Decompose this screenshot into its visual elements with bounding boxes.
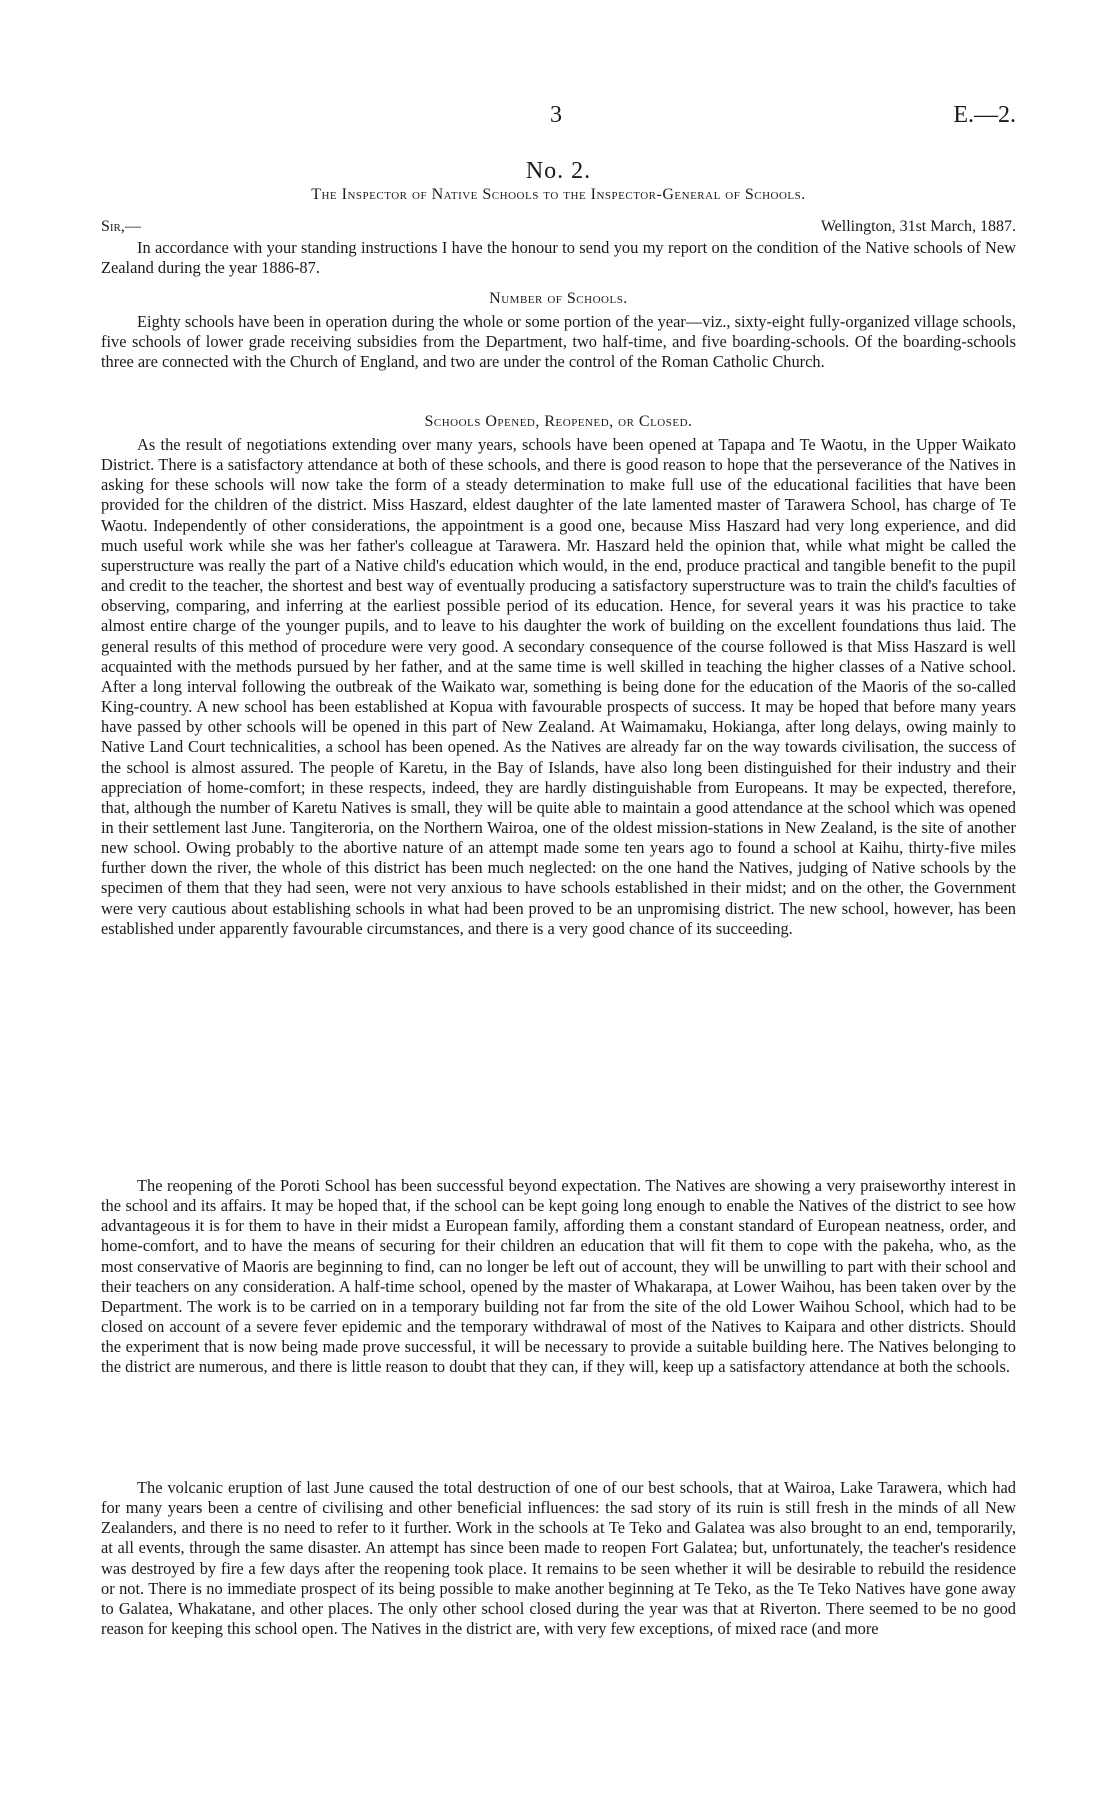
opened-paragraph-2: The reopening of the Poroti School has been successful beyond expectation. The Natives are showing a very praiseworthy interest in the school and its affairs. It may be hoped that, if the school can be kept going long enough to enable the Natives of the district to see how advantageous it is for them to have in their midst a European family, affording them a constant standard of European neatness, order, and home-comfort, and to have the means of securing for their children an education that will fit them to cope with the pakeha, who, as the most conservative of Maoris are beginning to find, can no longer be left out of account, they will be unwilling to part with their school and their teachers on any consideration. A half-time school, opened by the master of Whakarapa, at Lower Waihou, has been taken over by the Department. The work is to be carried on in a temporary building not far from the site of the old Lower Waihou School, which had to be closed on account of a severe fever epidemic and the temporary withdrawal of most of the Natives to Kaipara and other districts. Should the experiment that is now being made prove successful, it will be necessary to provide a suitable building here. The Natives belonging to the district are numerous, and there is little reason to doubt that they can, if they will, keep up a satisfactory attendance at both the schools. (101, 1176, 1016, 1377)
intro-paragraph: In accordance with your standing instructions I have the honour to send you my report on the condition of the Native schools of New Zealand during the year 1886-87. (101, 238, 1016, 278)
running-header (101, 102, 1016, 132)
page-number: 3 (550, 102, 562, 128)
dateline: Wellington, 31st March, 1887. (820, 218, 1016, 235)
section-heading-opened: Schools Opened, Reopened, or Closed. (424, 413, 693, 430)
number-paragraph: Eighty schools have been in operation during the whole or some portion of the year—viz., sixty-eight fully-organized village schools, five schools of lower grade receiving subsidies from the Department, two half-time, and five boarding-schools. Of the boarding-schools three are connected with the Church of England, and two are under the control of the Roman Catholic Church. (101, 312, 1016, 372)
document-reference: E.—2. (953, 102, 1016, 128)
salutation: Sir,— (101, 218, 141, 235)
opened-paragraph-3: The volcanic eruption of last June caused the total destruction of one of our best schools, that at Wairoa, Lake Tarawera, which had for many years been a centre of civilising and other beneficial influences: the sad story of its ruin is still fresh in the minds of all New Zealanders, and there is no need to refer to it further. Work in the schools at Te Teko and Galatea was also brought to an end, temporarily, at all events, through the same disaster. An attempt has since been made to reopen Fort Galatea; but, unfortunately, the teacher's residence was destroyed by fire a few days after the reopening took place. It remains to be seen whether it will be desirable to rebuild the residence or not. There is no immediate prospect of its being possible to make another beginning at Te Teko, as the Te Teko Natives have gone away to Galatea, Whakatane, and other places. The only other school closed during the year was that at Riverton. There seemed to be no good reason for keeping this school open. The Natives in the district are, with very few exceptions, of mixed race (and more (101, 1478, 1016, 1639)
section-heading-number: Number of Schools. (489, 290, 628, 307)
letter-number: No. 2. (525, 158, 592, 184)
letter-title: The Inspector of Native Schools to the Inspector-General of Schools. (311, 186, 806, 203)
opened-paragraph-1: As the result of negotiations extending over many years, schools have been opened at Tapapa and Te Waotu, in the Upper Waikato District. There is a satisfactory attendance at both of these schools, and there is good reason to hope that the perseverance of the Natives in asking for these schools will now take the form of a steady determination to make full use of the educational facilities that have been provided for the children of the district. Miss Haszard, eldest daughter of the late lamented master of Tarawera School, has charge of Te Waotu. Independently of other considerations, the appointment is a good one, because Miss Haszard had very long experience, and did much useful work while she was her father's colleague at Tarawera. Mr. Haszard held the opinion that, while what might be called the superstructure was really the part of a Native child's education which would, in the end, produce practical and tangible benefit to the pupil and credit to the teacher, the shortest and best way of eventually producing a satisfactory superstructure was to train the child's faculties of observing, comparing, and inferring at the earliest possible period of its education. Hence, for several years it was his practice to take almost entire charge of the younger pupils, and to leave to his daughter the work of building on the excellent foundations thus laid. The general results of this method of procedure were very good. A secondary consequence of the course followed is that Miss Haszard is well acquainted with the methods pursued by her father, and at the same time is well skilled in teaching the higher classes of a Native school. After a long interval following the outbreak of the Waikato war, something is being done for the education of the Maoris of the so-called King-country. A new school has been established at Kopua with favourable prospects of success. It may be hoped that before many years have passed by other schools will be opened in this part of New Zealand. At Waimamaku, Hokianga, after long delays, owing mainly to Native Land Court technicalities, a school has been opened. As the Natives are already far on the way towards civilisation, the success of the school is almost assured. The people of Karetu, in the Bay of Islands, have also long been distinguished for their industry and their appreciation of home-comfort; in these respects, indeed, they are hardly distinguishable from Europeans. It may be expected, therefore, that, although the number of Karetu Natives is small, they will be quite able to maintain a good attendance at the school which was opened in their settlement last June. Tangiteroria, on the Northern Wairoa, one of the oldest mission-stations in New Zealand, is the site of another new school. Owing probably to the abortive nature of an attempt made some ten years ago to found a school at Kaihu, thirty-five miles further down the river, the whole of this district has been much neglected: on the one hand the Natives, judging of Native schools by the specimen of them that they had seen, were not very anxious to have schools established in their midst; and on the other, the Government were very cautious about establishing schools in what had been proved to be an unpromising district. The new school, however, has been established under apparently favourable circumstances, and there is a very good chance of its succeeding. (101, 435, 1016, 938)
